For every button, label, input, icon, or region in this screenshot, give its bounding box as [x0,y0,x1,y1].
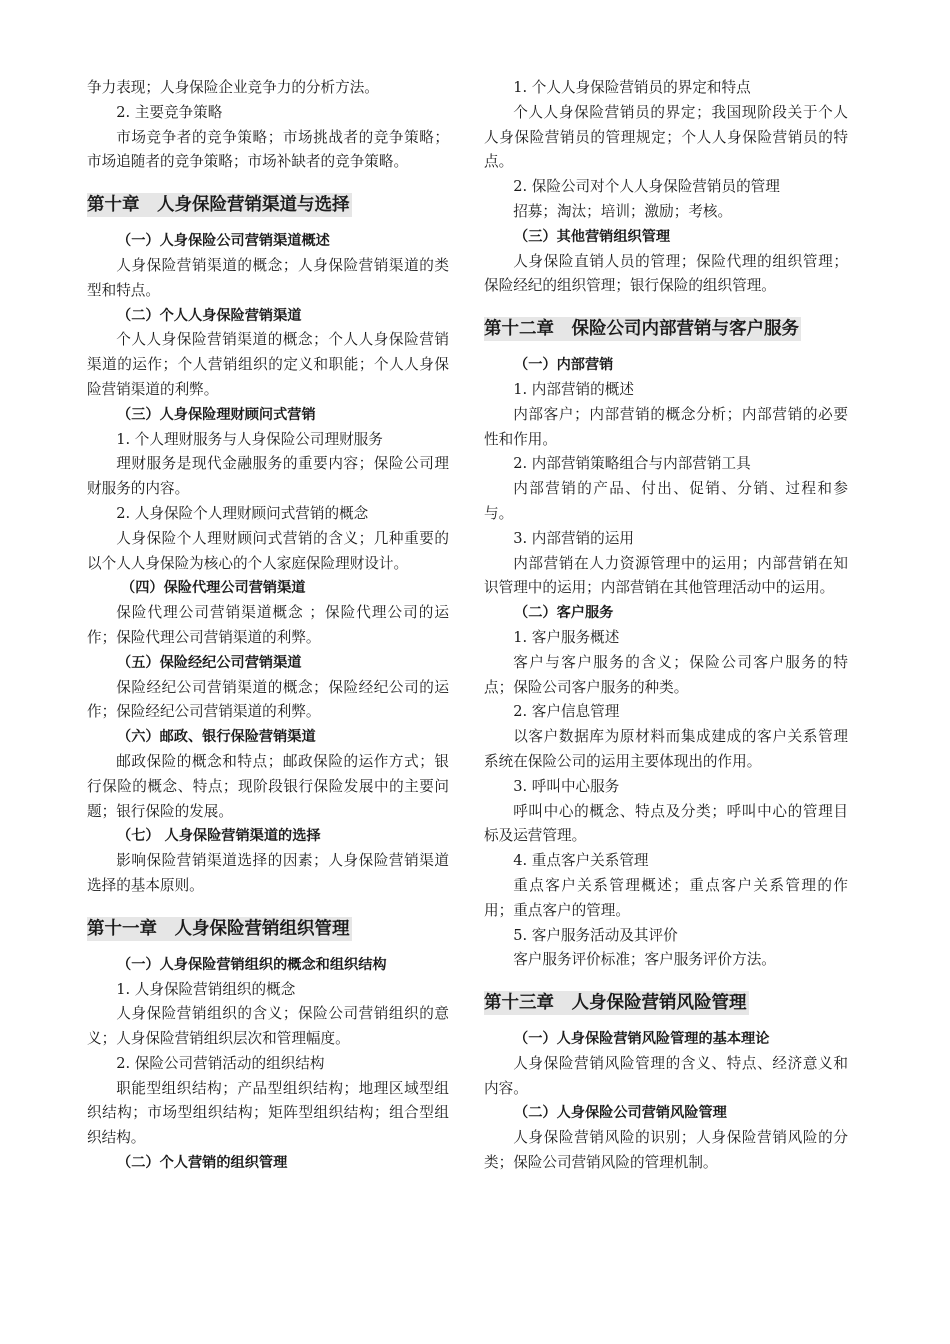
paragraph: 呼叫中心的概念、特点及分类；呼叫中心的管理目标及运营管理。 [484,802,848,845]
paragraph: 1. 个人人身保险营销员的界定和特点 [513,79,751,96]
section-heading: （二）人身保险公司营销风险管理 [514,1105,727,1122]
paragraph: 保险经纪公司营销渠道的概念；保险经纪公司的运作；保险经纪公司营销渠道的利弊。 [87,678,449,721]
paragraph: 2. 人身保险个人理财顾问式营销的概念 [116,504,369,522]
chapter-heading: 第十三章 人身保险营销风险管理 [484,993,747,1014]
paragraph: 2. 客户信息管理 [513,703,620,721]
section-heading: （五）保险经纪公司营销渠道 [117,654,302,671]
section-heading: （一）人身保险营销风险管理的基本理论 [514,1031,770,1048]
paragraph: 1. 内部营销的概述 [513,380,634,398]
paragraph: 1. 客户服务概述 [513,628,620,646]
paragraph: 2. 内部营销策略组合与内部营销工具 [513,455,751,473]
paragraph: 人身保险营销渠道的概念；人身保险营销渠道的类型和特点。 [87,256,449,299]
section-heading: （二）客户服务 [514,605,614,622]
section-heading: （七） 人身保险营销渠道的选择 [117,828,321,845]
paragraph: 1. 个人理财服务与人身保险公司理财服务 [116,430,383,448]
paragraph: 5. 客户服务活动及其评价 [513,926,678,944]
paragraph: 内部营销的产品、付出、促销、分销、过程和参与。 [484,480,848,522]
chapter-heading: 第十章 人身保险营销渠道与选择 [87,195,350,216]
paragraph: 市场竞争者的竞争策略；市场挑战者的竞争策略；市场追随者的竞争策略；市场补缺者的竞争策略。 [87,128,449,171]
paragraph: 2. 保险公司对个人人身保险营销员的管理 [513,178,780,196]
paragraph: 理财服务是现代金融服务的重要内容；保险公司理财服务的内容。 [87,455,449,498]
paragraph: 争力表现；人身保险企业竞争力的分析方法。 [87,79,379,96]
paragraph: 招募；淘汰；培训；激励；考核。 [513,202,733,220]
paragraph: 重点客户关系管理概述；重点客户关系管理的作用；重点客户的管理。 [484,876,848,919]
paragraph: 以客户数据库为原材料而集成建成的客户关系管理系统在保险公司的运用主要体现出的作用。 [484,728,848,770]
section-heading: （一）内部营销 [514,357,614,374]
chapter-heading-block [484,991,848,1015]
section-heading: （二）个人营销的组织管理 [117,1155,288,1172]
section-heading: （二）个人人身保险营销渠道 [117,307,302,324]
paragraph: 3. 内部营销的运用 [513,529,634,547]
paragraph: 4. 重点客户关系管理 [513,852,649,870]
paragraph: 保险代理公司营销渠道概念 ；保险代理公司的运作；保险代理公司营销渠道的利弊。 [87,604,449,646]
section-heading: （四）保险代理公司营销渠道 [121,580,306,597]
left-column [87,76,449,1176]
paragraph: 影响保险营销渠道选择的因素；人身保险营销渠道选择的基本原则。 [87,852,449,894]
paragraph: 2. 主要竞争策略 [116,103,223,121]
section-heading: （三）其他营销组织管理 [514,228,671,245]
chapter-heading: 第十二章 保险公司内部营销与客户服务 [484,319,799,340]
chapter-heading-block [87,917,449,941]
section-heading: （六）邮政、银行保险营销渠道 [117,729,316,746]
paragraph: 邮政保险的概念和特点；邮政保险的运作方式；银行保险的概念、特点；现阶段银行保险发展中的主要问题；银行保险的发展。 [87,752,449,820]
paragraph: 个人人身保险营销渠道的概念；个人人身保险营销渠道的运作；个人营销组织的定义和职能；个人人身保险营销渠道的利弊。 [87,331,449,398]
chapter-heading: 第十一章 人身保险营销组织管理 [87,918,350,939]
paragraph: 内部客户；内部营销的概念分析；内部营销的必要性和作用。 [484,405,848,448]
paragraph: 客户服务评价标准；客户服务评价方法。 [513,951,776,969]
section-heading: （一）人身保险公司营销渠道概述 [117,233,330,250]
paragraph: 内部营销在人力资源管理中的运用；内部营销在知识管理中的运用；内部营销在其他管理活动中的运用。 [484,554,848,597]
paragraph: 人身保险营销风险的识别；人身保险营销风险的分类；保险公司营销风险的管理机制。 [484,1129,848,1172]
right-column [484,76,848,1176]
paragraph: 2. 保险公司营销活动的组织结构 [116,1054,325,1072]
paragraph: 人身保险营销组织的含义；保险公司营销组织的意义；人身保险营销组织层次和管理幅度。 [87,1005,449,1048]
section-heading: （一）人身保险营销组织的概念和组织结构 [117,956,387,973]
paragraph: 人身保险直销人员的管理；保险代理的组织管理；保险经纪的组织管理；银行保险的组织管理。 [484,252,848,295]
paragraph: 个人人身保险营销员的界定；我国现阶段关于个人人身保险营销员的管理规定；个人人身保险营销员的特点。 [484,103,848,171]
paragraph: 客户与客户服务的含义；保险公司客户服务的特点；保险公司客户服务的种类。 [484,653,848,696]
chapter-heading-block [484,317,848,341]
paragraph: 1. 人身保险营销组织的概念 [116,980,296,998]
paragraph: 3. 呼叫中心服务 [513,777,620,795]
section-heading: （三）人身保险理财顾问式营销 [117,406,316,423]
chapter-heading-block [87,193,449,217]
paragraph: 人身保险营销风险管理的含义、特点、经济意义和内容。 [484,1054,848,1097]
paragraph: 职能型组织结构；产品型组织结构；地理区域型组织结构；市场型组织结构；矩阵型组织结构；组合型组织结构。 [87,1079,449,1147]
paragraph: 人身保险个人理财顾问式营销的含义；几种重要的以个人人身保险为核心的个人家庭保险理财设计。 [87,529,449,572]
